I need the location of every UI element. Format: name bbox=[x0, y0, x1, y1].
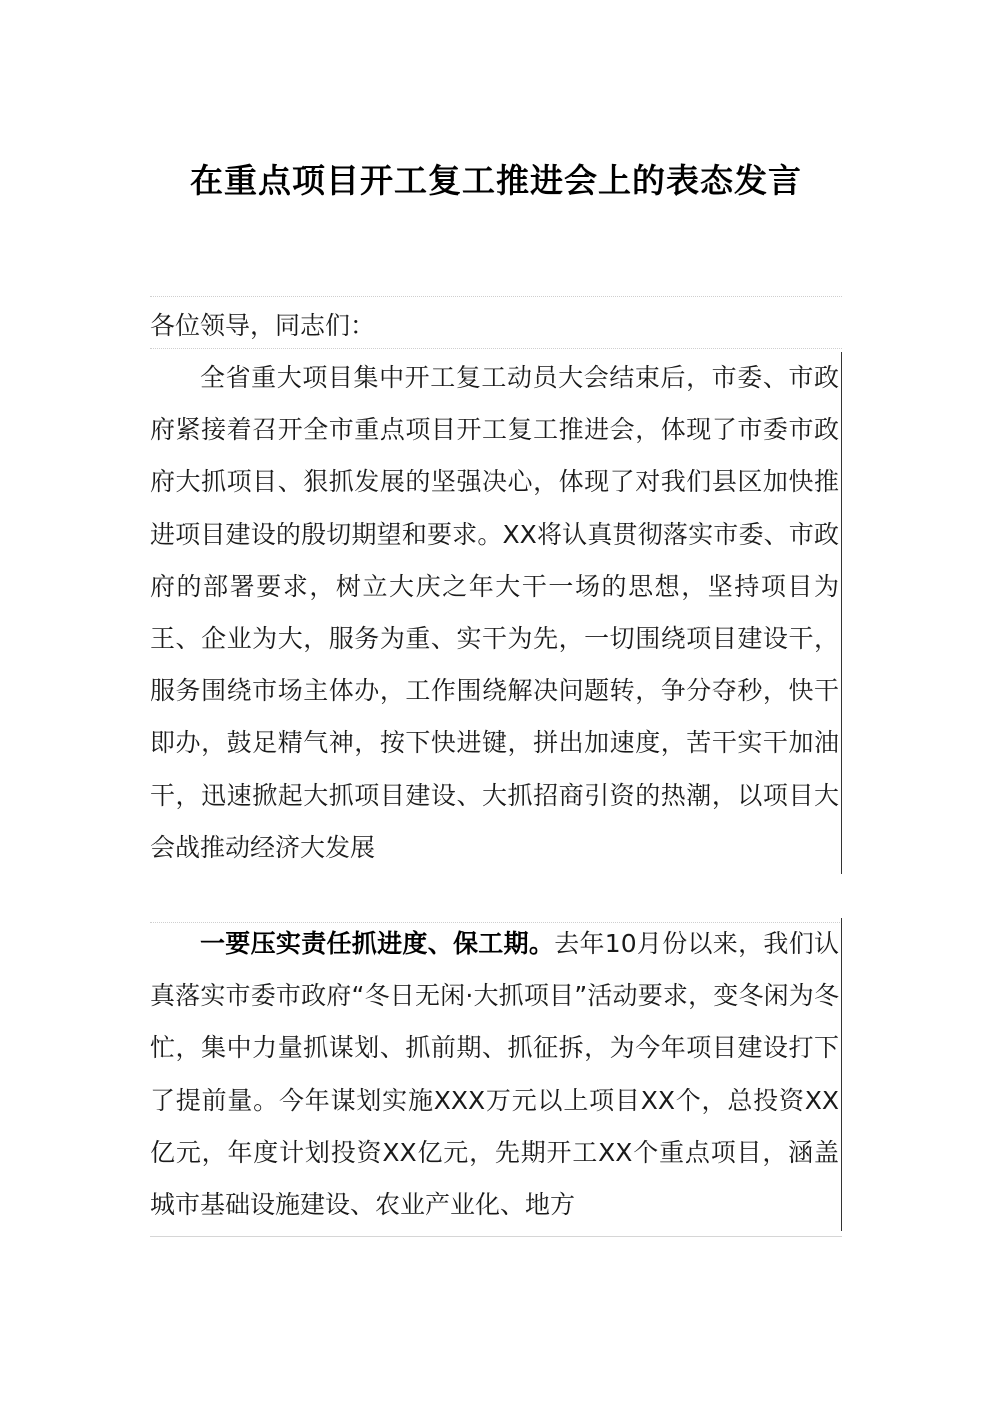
bottom-divider bbox=[150, 1236, 842, 1237]
salutation: 各位领导，同志们： bbox=[150, 311, 376, 340]
document-title: 在重点项目开工复工推进会上的表态发言 bbox=[190, 161, 802, 200]
paragraph-2-text: 去年10月份以来，我们认真落实市委市政府“冬日无闲·大抓项目”活动要求，变冬闲为冬忙，集中力量抓谋划、抓前期、抓征拆，为今年项目建设打下了提前量。今年谋划实施XXX万元以上项目XX个，总投资XX亿元，年度计划投资XX亿元，先期开工XX个重点项目，涵盖城市基础设施建设、农业产业化、地方 bbox=[150, 929, 839, 1220]
paragraph-2-lead: 一要压实责任抓进度、保工期。 bbox=[200, 929, 555, 958]
salutation-divider bbox=[150, 348, 842, 349]
paragraph-2 bbox=[150, 918, 842, 1231]
paragraph-1 bbox=[150, 352, 842, 874]
paragraph-1-text: 全省重大项目集中开工复工动员大会结束后，市委、市政府紧接着召开全市重点项目开工复工推进会，体现了市委市政府大抓项目、狠抓发展的坚强决心，体现了对我们县区加快推进项目建设的殷切期望和要求。XX将认真贯彻落实市委、市政府的部署要求，树立大庆之年大干一场的思想，坚持项目为王、企业为大，服务为重、实干为先，一切围绕项目建设干，服务围绕市场主体办，工作围绕解决问题转，争分夺秒，快干即办，鼓足精气神，按下快进键，拼出加速度，苦干实干加油干，迅速掀起大抓项目建设、大抓招商引资的热潮，以项目大会战推动经济大发展 bbox=[150, 363, 839, 862]
top-divider bbox=[150, 296, 842, 297]
